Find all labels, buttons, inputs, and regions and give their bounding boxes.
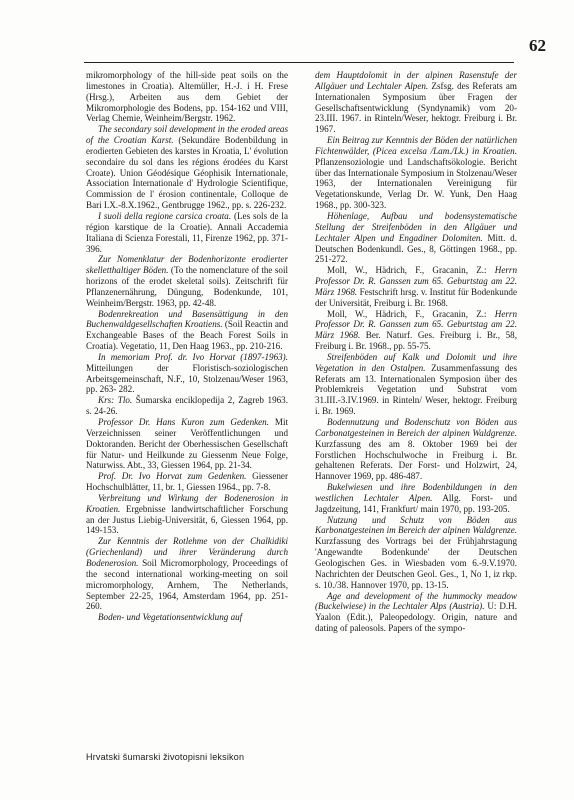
entry-details: Allg. Forst- und Jagdzeitung, 141, Frankfurt/ main 1970, pp. 193-205. [315, 492, 517, 514]
bibliography-entry [315, 135, 517, 211]
entry-details: Mit Verzeichnissen seiner Veröffentlichungen und Doktoranden. Bericht der Oberhessischen Gesellschaft für Natur- und Heilkunde zu Giessenm Neue Folge, Naturwiss. Abt., 33, Giessen 1964, pp. 21-34. [86, 417, 288, 471]
entry-details: Pflanzensoziologie und Landschaftsökologie. Bericht über das Internationale Symposium in Stolzenau/Weser 1963, der Internationalen Vereinigung für Vegetationskunde, Verlag Dr. W. Yunk, Den Haag 1968., pp. 300-323. [315, 156, 517, 211]
entry-title: dem Hauptdolomit in der alpinen Rasenstufe der Allgäuer und Lechtaler Alpen. [315, 70, 517, 91]
entry-title: Bodenrekreation und Basensättigung in den Buchenwaldgesellschaften Kroatiens. [86, 308, 288, 330]
entry-title: Nutzung und Schutz von Böden aus Karbonatgesteinen im Bereich der alpinen Waldgrenze. [315, 514, 517, 536]
right-column [315, 70, 517, 634]
bibliography-entry [86, 536, 288, 612]
bibliography-entry [315, 482, 517, 515]
entry-details: Ber. Naturf. Ges. Freiburg i. Br., 58, Freiburg i. Br. 1968., pp. 55-75. [315, 330, 517, 352]
bibliography-entry [86, 352, 288, 395]
entry-title: Herrn Professor Dr. R. Ganssen zum 65. Geburtstag am 22. März 1968. [315, 265, 517, 297]
bibliography-entry [86, 612, 288, 623]
bibliography-entry [86, 309, 288, 352]
entry-title: Höhenlage, Aufbau und bodensystematische Stellung der Streifenböden in den Allgäuer und Lechtaler Alpen und Engadiner Dolomiten. [315, 210, 517, 243]
bibliography-entry [86, 395, 288, 417]
entry-authors: Moll, W., Hädrich, F., Gracanin, Z.: [327, 265, 495, 276]
bibliography-entry [315, 515, 517, 591]
entry-title: Age and development of the hummocky meadow (Buckelwiese) in the Lechtaler Alps (Austria). [315, 590, 517, 612]
entry-details: Kurzfassung des Vortrags bei der Frühjahrstagung 'Angewandte Bodenkunde' der Deutschen Geologischen Ges. in Wiesbaden vom 6.-9.V.1970. Nachrichten der Deutschen Geol. Ges., 1, No 1, iz rkp. s. 10./38. Hannover 1970, pp. 13-15. [315, 536, 517, 590]
bibliography-entry [86, 124, 288, 211]
bibliography-entry [315, 265, 517, 308]
entry-title: Krs: Tlo. [98, 395, 133, 406]
entry-title: In memoriam Prof. dr. Ivo Horvat (1897-1963). [98, 351, 288, 362]
bibliography-entry [86, 417, 288, 471]
entry-title: Prof. Dr. Ivo Horvat zum Gedenken. [98, 471, 247, 482]
bibliography-entry [86, 493, 288, 536]
bibliography-entry [86, 70, 288, 124]
entry-details: Šumarska enciklopedija 2, Zagreb 1963. s. 24-26. [86, 395, 288, 417]
bibliography-entry [315, 211, 517, 265]
entry-title: Streifenböden auf Kalk und Dolomit und ihre Vegetation in den Ostalpen. [315, 351, 517, 373]
bibliography-entry [86, 254, 288, 308]
entry-details: Ergebnisse landwirtschaftlicher Forschung an der Justus Liebig-Universität, 6, Giessen 1964, pp. 149-153. [86, 503, 288, 536]
entry-details: (Soil Reactin and Exchangeable Bases of the Beach Forest Soils in Croatia). Vegetatio, 11, Den Haag 1963., pp. 210-216. [86, 319, 288, 352]
entry-details: Kurzfassung des am 8. Oktober 1969 bei der Forstlichen Hochschulwoche in Freiburg i. Br. gehaltenen Referats. Der Forst- und Holzwirt, 24, Hannover 1969, pp. 486-487. [315, 438, 517, 482]
entry-details: Mitteilungen der Floristisch-soziologischen Arbeitsgemeinschaft, N.F., 10, Stolzenau/Weser 1963, pp. 263- 282. [86, 362, 288, 395]
entry-title: Professor Dr. Hans Kuron zum Gedenken. [98, 417, 270, 427]
bibliography-entry [315, 417, 517, 482]
entry-title: Herrn Professor Dr. R. Ganssen zum 65. Geburtstag am 22. März 1968. [315, 308, 517, 341]
entry-details: (Sekundäre Bodenbildung in erodierten Gebieten des karstes in Kroatia, L' évolution secondaire du sol dans les régions érodées du Karst Croate). Union Géodésique Géophisik Internationale, Association Internationale d' Hydrologie Scientifique, Commission de l' érosion continentale, Colloque de Bari I.X.-8.X.1962., Gentbrugge 1962., pp. s. 226-232. [86, 135, 288, 211]
entry-title: Verbreitung und Wirkung der Bodenerosion in Kroatien. [86, 492, 288, 514]
entry-title: I suoli della regione carsica croata. [98, 210, 232, 221]
entry-title: Bodennutzung und Bodenschutz von Böden aus Carbonatgesteinen in Bereich der alpinen Waldgrenze. [315, 417, 517, 438]
entry-details: (To the nomenclature of the soil horizons of the erodet skeletal soils). Zeitschrift für Pflanzenernährung, Düngung, Bodenkunde, 101, Weinheim/Bergstr. 1963, pp. 42-48. [86, 265, 289, 308]
bibliography-entry [86, 471, 288, 493]
entry-details: Giessener Hochschulblätter, 11, br. 1, Giessen 1964., pp. 7-8. [86, 471, 288, 493]
bibliography-entry [86, 211, 288, 254]
entry-details: mikromorphology of the hill-side peat soils on the limestones in Croatia). Altemüller, H.-J. i H. Frese (Hrsg.), Arbeiten aus dem Gebiet der Mikromorphologie des Bodens, pp. 154-162 und VIII, Verlag Chemie, Weinheim/Bergstr. 1962. [86, 70, 288, 124]
left-column [86, 70, 288, 623]
entry-details: Soil Micromorphology, Proceedings of the second international working-meeting on soil micromorphology, Arnhem, The Netherlands, September 22-25, 1964, Amsterdam 1964, pp. 251-260. [86, 557, 288, 612]
bibliography-entry [315, 591, 517, 634]
bibliography-entry [315, 352, 517, 417]
entry-details: U: D.H. Yaalon (Edit.), Paleopedology. Origin, nature and dating of paleosols. Papers of the sympo- [315, 601, 517, 634]
entry-details: Mitt. d. Deutschen Bodenkundl. Ges., 8, Göttingen 1968., pp. 251-272. [315, 232, 517, 265]
entry-title: Ein Beitrag zur Kenntnis der Böden der natürlichen Fichtenwälder, (Picea excelsa /Lam./Lk.) in Kroatien. [315, 135, 517, 156]
entry-details: (Les sols de la région karstique de la Croatie). Annali Accademia Italiana di Scienza Forestali, 11, Firenze 1962, pp. 371-396. [86, 210, 288, 254]
entry-title: Zur Nomenklatur der Bodenhorizonte erodierter skelletthaltiger Böden. [86, 254, 288, 276]
footer-title: Hrvatski šumarski životopisni leksikon [86, 752, 245, 762]
entry-details: Festschrift hrsg. v. Institut für Bodenkunde der Universität, Freiburg i. Br. 1968. [315, 286, 517, 308]
header-rule [84, 62, 514, 63]
entry-title: Zur Kenntnis der Rotlehme von der Chalkidiki (Griechenland) und ihrer Veränderung durch Bodenerosion. [86, 536, 288, 568]
entry-title: The secondary soil development in the eroded areas of the Croatian Karst. [86, 124, 288, 146]
bibliography-entry [315, 70, 517, 135]
entry-authors: Moll, W., Hädrich, F., Gracanin, Z.: [327, 308, 495, 319]
entry-title: Boden- und Vegetationsentwicklung auf [98, 612, 243, 623]
entry-title: Bukelwiesen und ihre Bodenbildungen in den westlichen Lechtaler Alpen. [315, 482, 517, 503]
page-number: 62 [529, 36, 546, 55]
bibliography-entry [315, 309, 517, 352]
entry-details: Zsfsg. des Referats am Internationalen Symposium über Fragen der Gesellschaftsentwicklung (Syndynamik) vom 20-23.III. 1967. in Rinteln/Weser, hektogr. Freiburg i. Br. 1967. [315, 80, 517, 135]
entry-details: Zusammenfassung des Referats am 13. Internationalen Symposion über des Problemkreis Vegetation und Substrat vom 31.III.-3.IV.1969. in Rinteln/ Weser, hektogr. Freiburg i. Br. 1969. [315, 362, 518, 417]
